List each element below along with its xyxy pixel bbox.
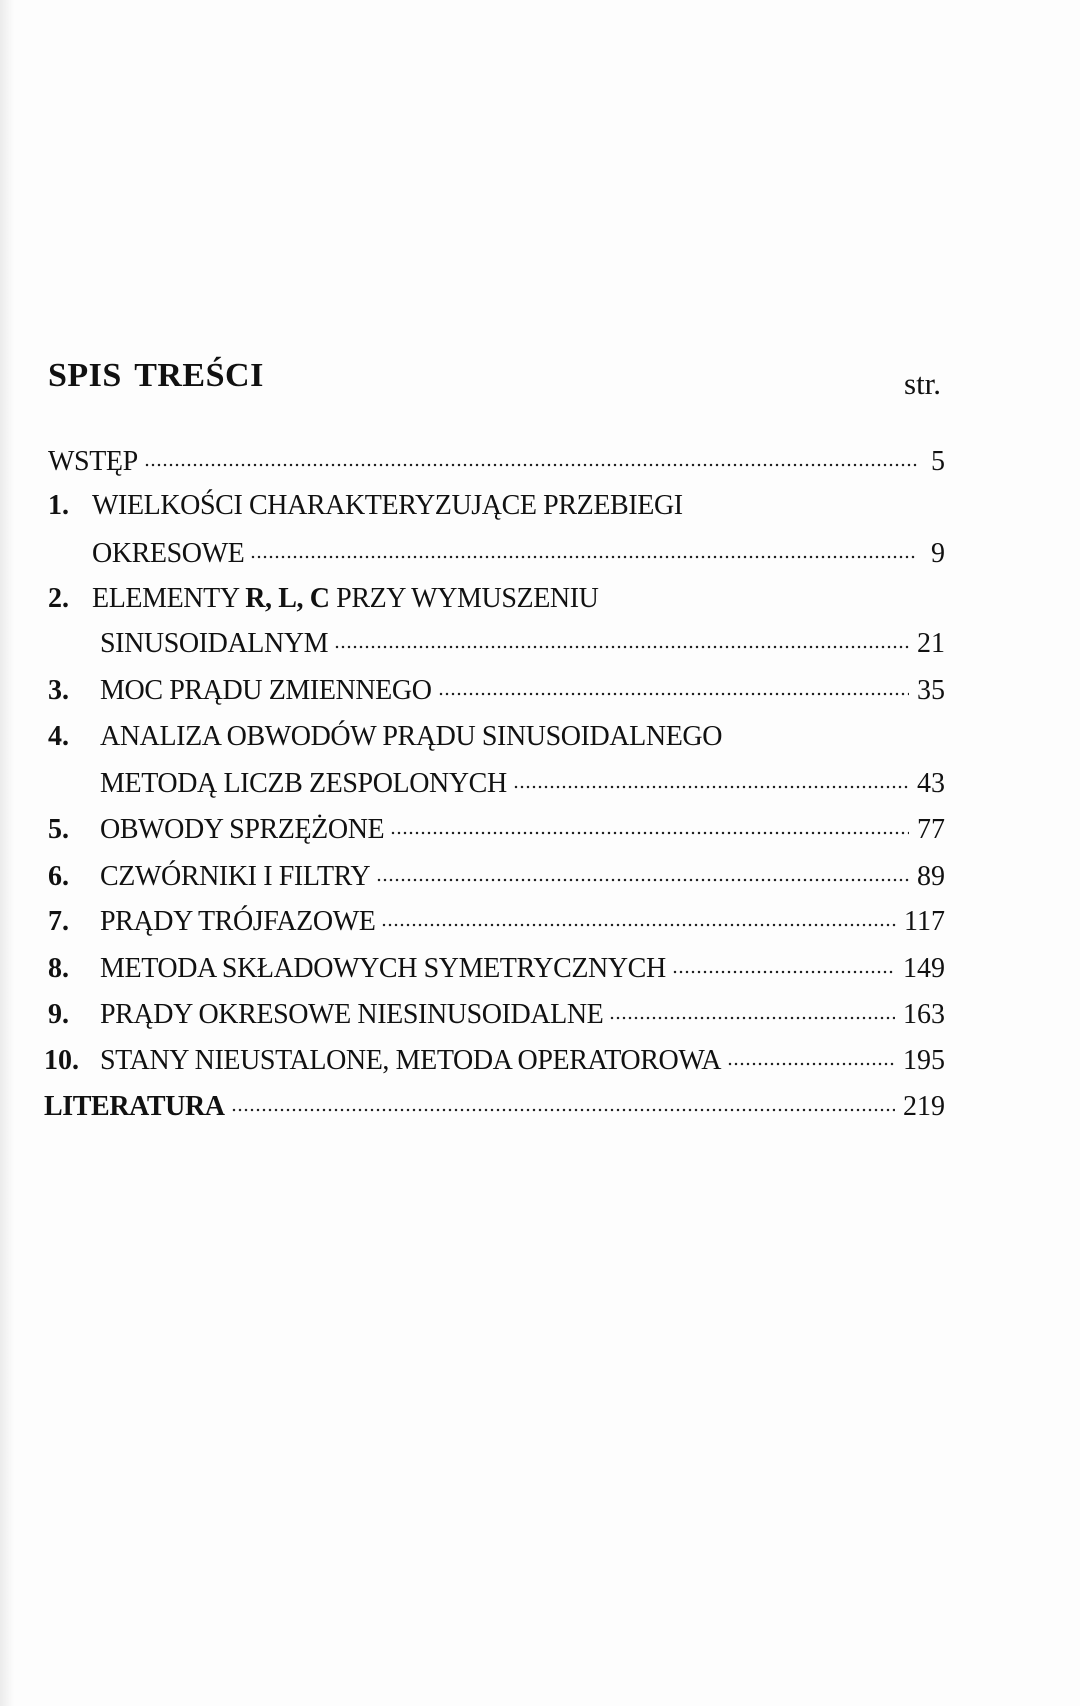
dot-leader xyxy=(376,877,909,883)
toc-page-number: 117 xyxy=(904,906,945,937)
toc-chapter-number: 1. xyxy=(48,490,69,521)
toc-page-number: 195 xyxy=(903,1045,945,1076)
toc-chapter-number: 7. xyxy=(48,906,69,937)
toc-entry-title xyxy=(92,579,599,619)
toc-page-number: 149 xyxy=(903,953,945,984)
toc-chapter-number: 3. xyxy=(48,675,69,706)
toc-chapter-number: 10. xyxy=(44,1045,79,1076)
dot-leader xyxy=(727,1061,895,1067)
toc-entry-chapter-7 xyxy=(0,902,1080,942)
toc-chapter-number: 9. xyxy=(48,999,69,1030)
dot-leader xyxy=(513,784,909,790)
toc-row xyxy=(100,902,945,942)
toc-entry-chapter-1-cont xyxy=(0,534,1080,574)
toc-entry-chapter-2-cont xyxy=(0,624,1080,664)
dot-leader xyxy=(672,969,895,975)
toc-entry-title: WIELKOŚCI CHARAKTERYZUJĄCE PRZEBIEGI xyxy=(92,490,683,521)
page-column-label: str. xyxy=(904,366,942,401)
dot-leader xyxy=(438,691,909,697)
dot-leader xyxy=(250,554,917,560)
toc-entry-chapter-4-cont xyxy=(0,764,1080,804)
toc-page-number: 219 xyxy=(903,1091,945,1122)
toc-entry-title: PRĄDY TRÓJFAZOWE xyxy=(100,906,376,937)
toc-row xyxy=(92,534,945,574)
toc-row xyxy=(100,949,945,989)
toc-page-number: 163 xyxy=(903,999,945,1030)
toc-entry-chapter-4 xyxy=(0,717,1080,757)
toc-entry-introduction xyxy=(0,442,1080,482)
toc-entry-title: WSTĘP xyxy=(48,446,138,477)
toc-chapter-number: 4. xyxy=(48,721,69,752)
toc-row xyxy=(100,764,945,804)
page-title: SPIS TREŚCI xyxy=(48,357,264,394)
toc-chapter-number: 8. xyxy=(48,953,69,984)
dot-leader xyxy=(381,922,896,928)
toc-entry-title: MOC PRĄDU ZMIENNEGO xyxy=(100,675,432,706)
toc-page-number: 21 xyxy=(917,628,945,659)
toc-chapter-number: 5. xyxy=(48,814,69,845)
toc-entry-chapter-8 xyxy=(0,949,1080,989)
toc-entry-chapter-6 xyxy=(0,857,1080,897)
toc-entry-title: ANALIZA OBWODÓW PRĄDU SINUSOIDALNEGO xyxy=(100,721,723,752)
toc-entry-title: METODĄ LICZB ZESPOLONYCH xyxy=(100,768,507,799)
dot-leader xyxy=(231,1107,895,1113)
toc-row xyxy=(100,624,945,664)
toc-row xyxy=(48,442,945,482)
toc-page-number: 9 xyxy=(931,538,945,569)
toc-row xyxy=(100,671,945,711)
toc-title-part: PRZY WYMUSZENIU xyxy=(329,583,599,614)
toc-page-number: 77 xyxy=(917,814,945,845)
toc-entry-title: LITERATURA xyxy=(44,1091,225,1122)
toc-entry-chapter-5 xyxy=(0,810,1080,850)
dot-leader xyxy=(334,644,909,650)
toc-row xyxy=(100,857,945,897)
toc-entry-title: PRĄDY OKRESOWE NIESINUSOIDALNE xyxy=(100,999,604,1030)
toc-entry-chapter-3 xyxy=(0,671,1080,711)
toc-entry-title: SINUSOIDALNYM xyxy=(100,628,329,659)
toc-chapter-number: 6. xyxy=(48,861,69,892)
toc-chapter-number: 2. xyxy=(48,583,69,614)
toc-page-number: 89 xyxy=(917,861,945,892)
toc-page-number: 43 xyxy=(917,768,945,799)
toc-title-bold-part: R, L, C xyxy=(245,583,330,614)
toc-page-number: 5 xyxy=(931,446,945,477)
toc-entry-title: STANY NIEUSTALONE, METODA OPERATOROWA xyxy=(100,1045,722,1076)
toc-entry-title: OBWODY SPRZĘŻONE xyxy=(100,814,385,845)
toc-entry-chapter-10 xyxy=(0,1041,1080,1081)
toc-entry-title: OKRESOWE xyxy=(92,538,245,569)
toc-row xyxy=(44,1087,945,1127)
toc-entry-chapter-2 xyxy=(0,579,1080,619)
dot-leader xyxy=(609,1015,895,1021)
toc-entry-title: CZWÓRNIKI I FILTRY xyxy=(100,861,371,892)
toc-entry-chapter-1 xyxy=(0,486,1080,526)
toc-entry-chapter-9 xyxy=(0,995,1080,1035)
toc-page-number: 35 xyxy=(917,675,945,706)
toc-row xyxy=(100,995,945,1035)
toc-title-part: ELEMENTY xyxy=(92,583,246,614)
toc-row xyxy=(100,1041,945,1081)
toc-entry-bibliography xyxy=(0,1087,1080,1127)
dot-leader xyxy=(390,830,909,836)
dot-leader xyxy=(144,462,917,468)
toc-row xyxy=(100,810,945,850)
toc-entry-title: METODA SKŁADOWYCH SYMETRYCZNYCH xyxy=(100,953,666,984)
